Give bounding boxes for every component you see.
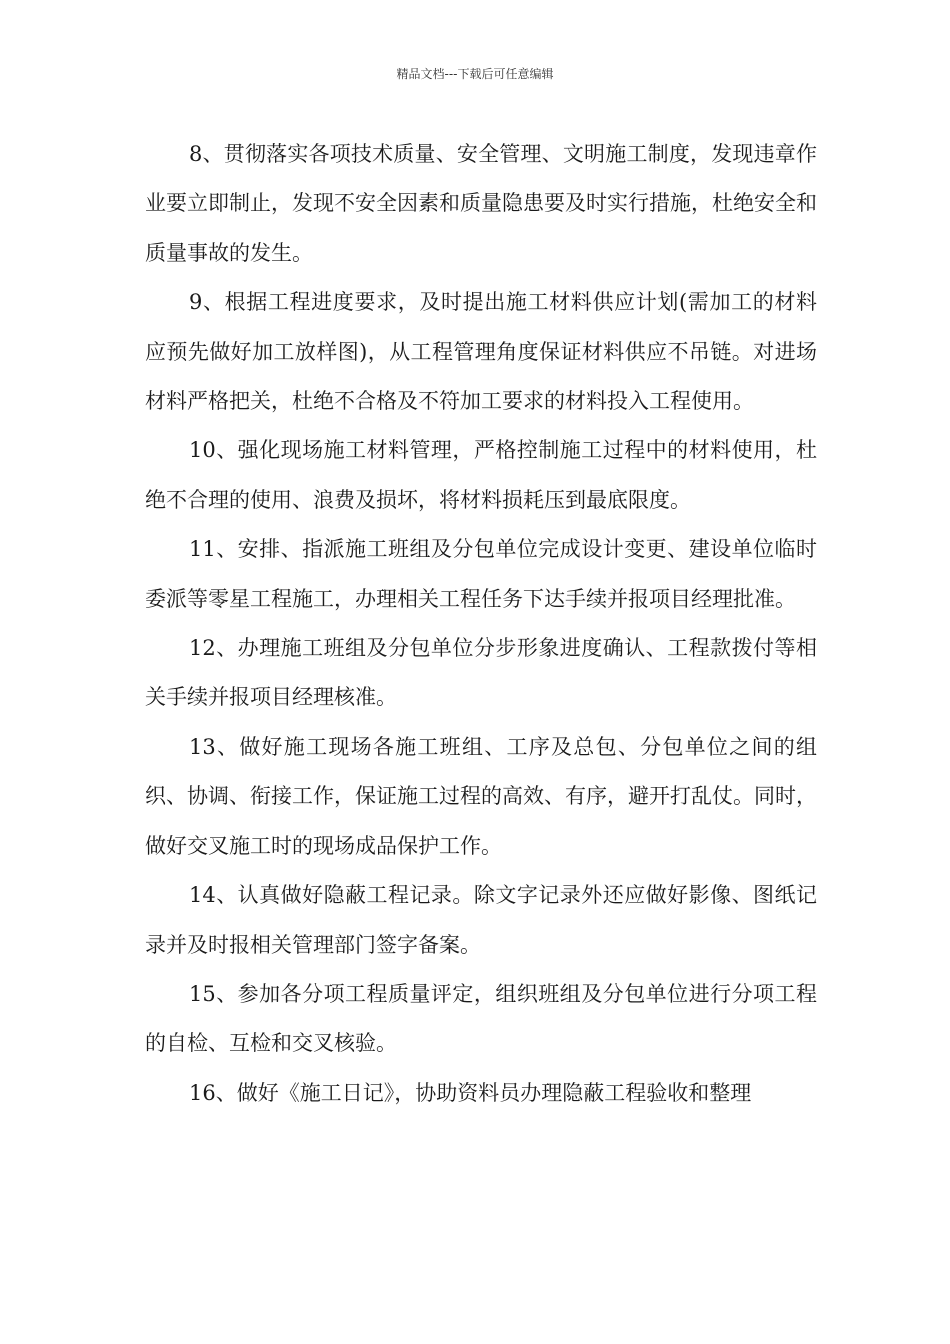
paragraph-item-15: 15、参加各分项工程质量评定，组织班组及分包单位进行分项工程的自检、互检和交叉核验。 (145, 981, 817, 1056)
paragraph-item-9: 9、根据工程进度要求，及时提出施工材料供应计划(需加工的材料应预先做好加工放样图)，从工程管理角度保证材料供应不吊链。对进场材料严格把关，杜绝不合格及不符加工要求的材料投入工程使用。 (145, 290, 817, 414)
paragraph-item-12: 12、办理施工班组及分包单位分步形象进度确认、工程款拨付等相关手续并报项目经理核准。 (145, 636, 817, 710)
page-header: 精品文档---下载后可任意编辑 (396, 67, 554, 81)
document-body (145, 130, 817, 1118)
paragraph-item-10: 10、强化现场施工材料管理，严格控制施工过程中的材料使用，杜绝不合理的使用、浪费及损坏，将材料损耗压到最底限度。 (145, 438, 817, 512)
paragraph-item-16: 16、做好《施工日记》，协助资料员办理隐蔽工程验收和整理 (189, 1080, 752, 1105)
paragraph-item-13: 13、做好施工现场各施工班组、工序及总包、分包单位之间的组织、协调、衔接工作，保证施工过程的高效、有序，避开打乱仗。同时，做好交叉施工时的现场成品保护工作。 (145, 734, 817, 858)
paragraph-item-11: 11、安排、指派施工班组及分包单位完成设计变更、建设单位临时委派等零星工程施工，办理相关工程任务下达手续并报项目经理批准。 (145, 537, 817, 611)
paragraph-item-14: 14、认真做好隐蔽工程记录。除文字记录外还应做好影像、图纸记录并及时报相关管理部门签字备案。 (145, 883, 817, 957)
paragraph-item-8: 8、贯彻落实各项技术质量、安全管理、文明施工制度，发现违章作业要立即制止，发现不安全因素和质量隐患要及时实行措施，杜绝安全和质量事故的发生。 (145, 142, 817, 265)
